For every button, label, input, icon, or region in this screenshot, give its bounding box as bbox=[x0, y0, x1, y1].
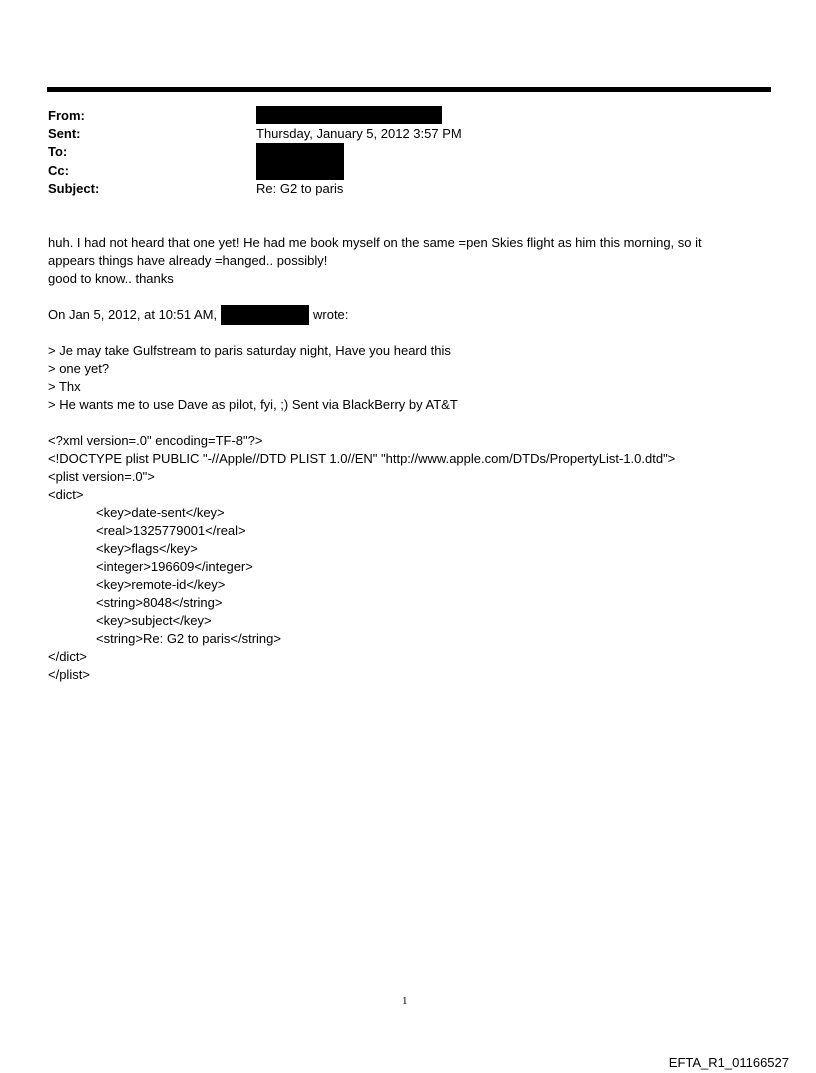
quoted-line: > Thx bbox=[48, 379, 81, 394]
message-line: appears things have already =hanged.. possibly! bbox=[48, 253, 328, 268]
plist-entry: <string>Re: G2 to paris</string> bbox=[96, 631, 281, 646]
plist-entry: <key>date-sent</key> bbox=[96, 505, 225, 520]
subject-label: Subject: bbox=[48, 180, 100, 196]
quoted-line: > one yet? bbox=[48, 361, 110, 376]
message-line: good to know.. thanks bbox=[48, 271, 174, 286]
to-label: To: bbox=[48, 144, 68, 160]
sent-label: Sent: bbox=[48, 126, 81, 142]
email-header-labels bbox=[48, 107, 99, 198]
from-redaction bbox=[256, 106, 442, 124]
quote-intro-prefix: On Jan 5, 2012, at 10:51 AM, bbox=[48, 307, 218, 322]
plist-entry: <string>8048</string> bbox=[96, 595, 223, 610]
message-line: huh. I had not heard that one yet! He had me book myself on the same =pen Skies flight as him this morning, so it bbox=[48, 235, 702, 250]
quoted-line: > Je may take Gulfstream to paris saturday night, Have you heard this bbox=[48, 343, 451, 358]
plist-entry: <key>remote-id</key> bbox=[96, 577, 226, 592]
page-number: 1 bbox=[402, 995, 408, 1007]
plist-entry: <key>subject</key> bbox=[96, 613, 212, 628]
quoted-line: > He wants me to use Dave as pilot, fyi, ;) Sent via BlackBerry by AT&T bbox=[48, 397, 458, 412]
dict-open: <dict> bbox=[48, 487, 84, 502]
plist-open: <plist version=.0"> bbox=[48, 469, 155, 484]
plist-entry: <integer>196609</integer> bbox=[96, 559, 253, 574]
plist-doctype: <!DOCTYPE plist PUBLIC "-//Apple//DTD PLIST 1.0//EN" "http://www.apple.com/DTDs/PropertyList-1.0.dtd"> bbox=[48, 451, 676, 466]
plist-close: </plist> bbox=[48, 667, 90, 682]
from-label: From: bbox=[48, 108, 85, 123]
quote-author-redaction bbox=[221, 305, 309, 325]
document-id: EFTA_R1_01166527 bbox=[668, 1055, 789, 1070]
quote-intro-suffix: wrote: bbox=[313, 307, 349, 322]
plist-entry: <real>1325779001</real> bbox=[96, 523, 246, 538]
header-rule bbox=[47, 87, 771, 92]
dict-close: </dict> bbox=[48, 649, 88, 664]
subject-value: Re: G2 to paris bbox=[256, 181, 344, 196]
plist-xml-declaration: <?xml version=.0" encoding=TF-8"?> bbox=[48, 433, 263, 448]
cc-label: Cc: bbox=[48, 162, 69, 178]
sent-value: Thursday, January 5, 2012 3:57 PM bbox=[256, 126, 462, 141]
plist-entry: <key>flags</key> bbox=[96, 541, 198, 556]
to-cc-redaction bbox=[256, 143, 344, 180]
